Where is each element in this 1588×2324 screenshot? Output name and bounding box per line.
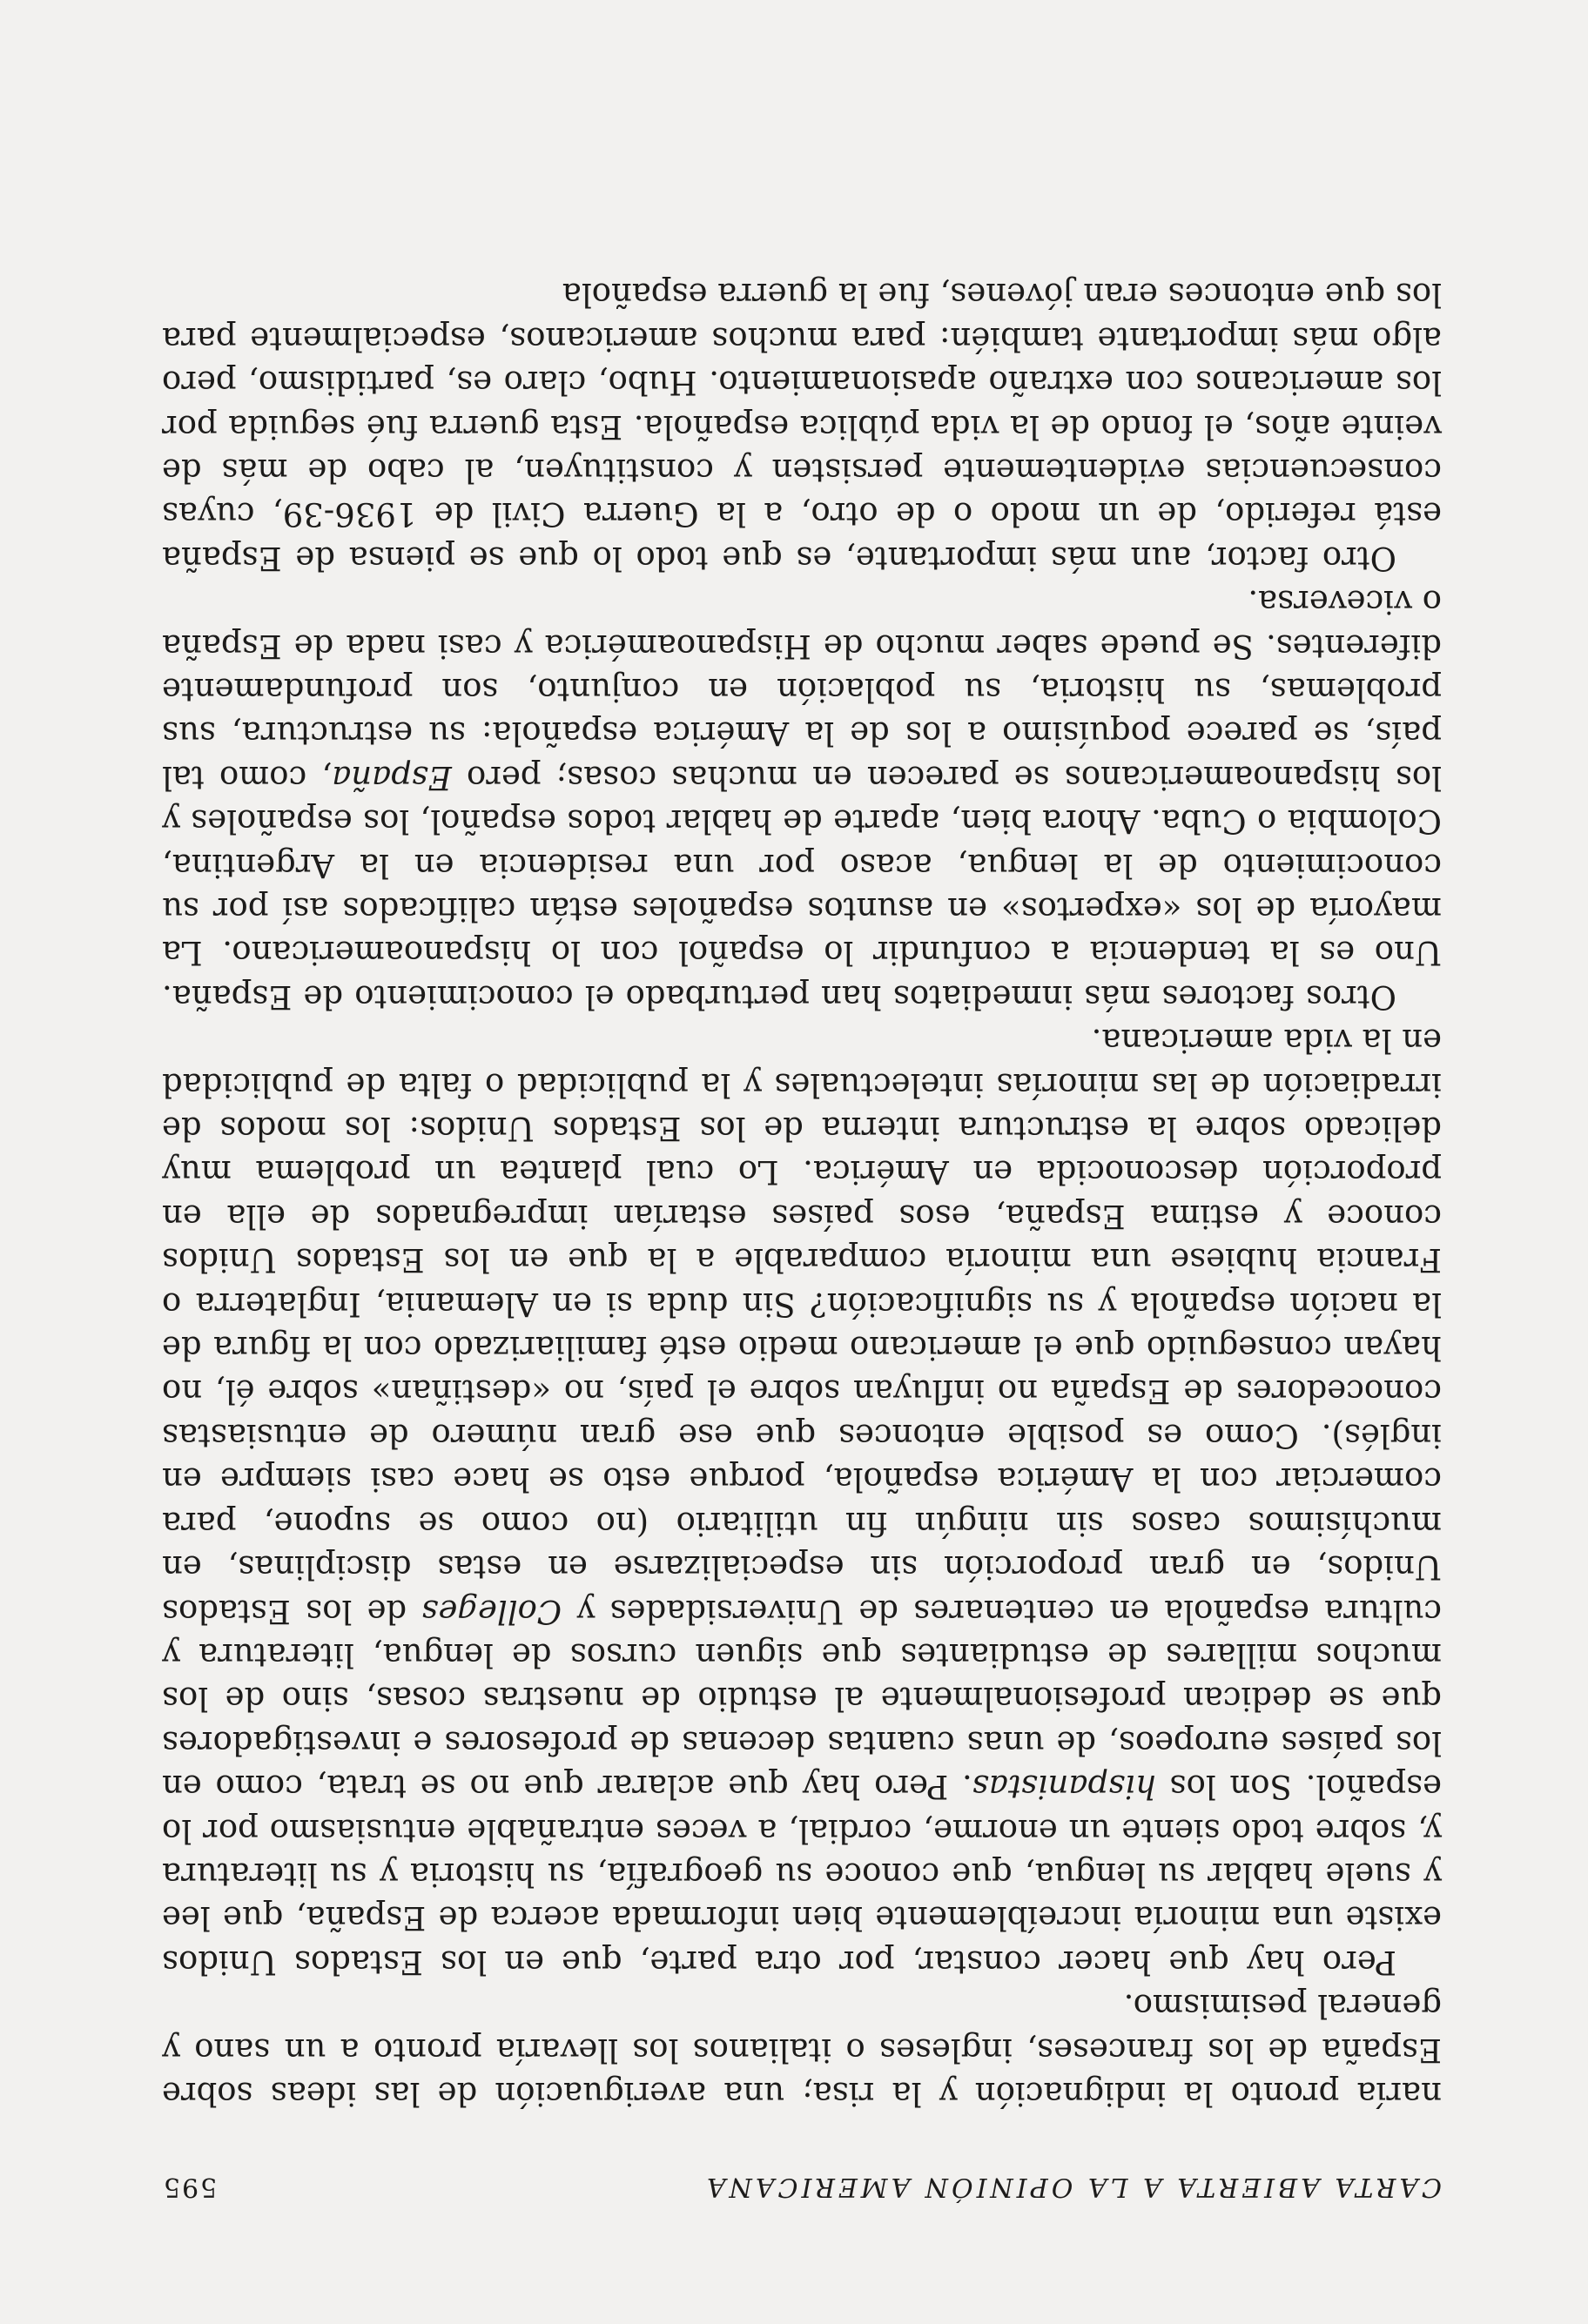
paragraph	[162, 1018, 1442, 1984]
italic-text: Colleges	[421, 1592, 562, 1630]
text-run: Otro factor, aun más importante, es que todo lo que se piensa de España está referido, de un modo o de otro, a la Guerra Civil de 1936-39, cuyas consecuencias evidentemente persisten y constituyen, al cabo de más de veinte años, el fondo de la vida pública española. Esta guerra fué seguida por los americanos con extraño apasionamiento. Hubo, claro es, partidismo, pero algo más importante también: para muchos americanos, especialmente para los que entonces eran jóvenes, fue la guerra española	[162, 276, 1442, 577]
text-run: . Pero hay que aclarar que no se trata, como en los países europeos, de unas cuantas decenas de profesores e investigadores que se dedican profesionalmente al estudio de nuestras cosas, sino de los muchos millares de estudiantes que siguen cursos de lengua, literatura y cultura española en centenares de Universidades y	[162, 1592, 1442, 1806]
running-header	[162, 2115, 1442, 2202]
text-run: de los Estados Unidos, en gran proporción sin especializarse en estas disciplinas, en muchísimos casos sin ningún fin utilitario (no como se supone, para comerciar con la América española, porque esto se hace casi siempre en inglés). Como es posible entonces que ese gran número de entusiastas conocedores de España no influyan sobre el país, no «destiñan» sobre él, no hayan conseguido que el americano medio esté familiarizado con la figura de la nación española y su significación? Sin duda si en Alemania, Inglaterra o Francia hubiese una minoría comparable a la que en los Estados Unidos conoce y estima España, esos países estarían impregnados de ella en proporción desconocida en América. Lo cual plantea un problema muy delicado sobre la estructura interna de los Estados Unidos: los modos de irradiación de las minorías intelectuales y la publicidad o falta de publicidad en la vida americana.	[162, 1022, 1442, 1630]
italic-text: España	[332, 758, 452, 796]
paragraph	[162, 272, 1442, 580]
page-number: 595	[162, 2172, 218, 2202]
body-text	[162, 272, 1442, 2115]
text-run: Otros factores más inmediatos han perturbado el conocimiento de España. Uno es la tendencia a confundir lo español con lo hispanoamericano. La mayoría de los «expertos» en asuntos españoles están calificados así por su conocimiento de la lengua, acaso por una residencia en la Argentina, Colombia o Cuba. Ahora bien, aparte de hablar todos español, los españoles y los hispanoamericanos se parecen en muchas cosas; pero	[162, 758, 1442, 1016]
italic-text: hispanistas	[972, 1768, 1156, 1806]
text-run: Pero hay que hacer constar, por otra parte, que en los Estados Unidos existe una minoría increíblemente bien informada acerca de España, que lee y suele hablar su lengua, que conoce su geografía, su historia y su literatura y, sobre todo siente un enorme, cordial, a veces entrañable entusiasmo por lo español. Son los	[162, 1768, 1442, 1981]
page-content	[162, 272, 1442, 2202]
paragraph	[162, 580, 1442, 1018]
running-title: CARTA ABIERTA A LA OPINIÓN AMERICANA	[703, 2172, 1442, 2202]
paragraph	[162, 1984, 1442, 2115]
text-run: , como tal país, se parece poquísimo a los de la América española: su estructura, sus problemas, su historia, su población en conjunto, son profundamente diferentes. Se puede saber mucho de Hispanoamérica y casi nada de España o viceversa.	[162, 583, 1442, 796]
text-run: naría pronto la indignación y la risa; una averiguación de las ideas sobre España de los franceses, ingleses o italianos los llevaría pronto a un sano y general pesimismo.	[162, 1987, 1442, 2112]
